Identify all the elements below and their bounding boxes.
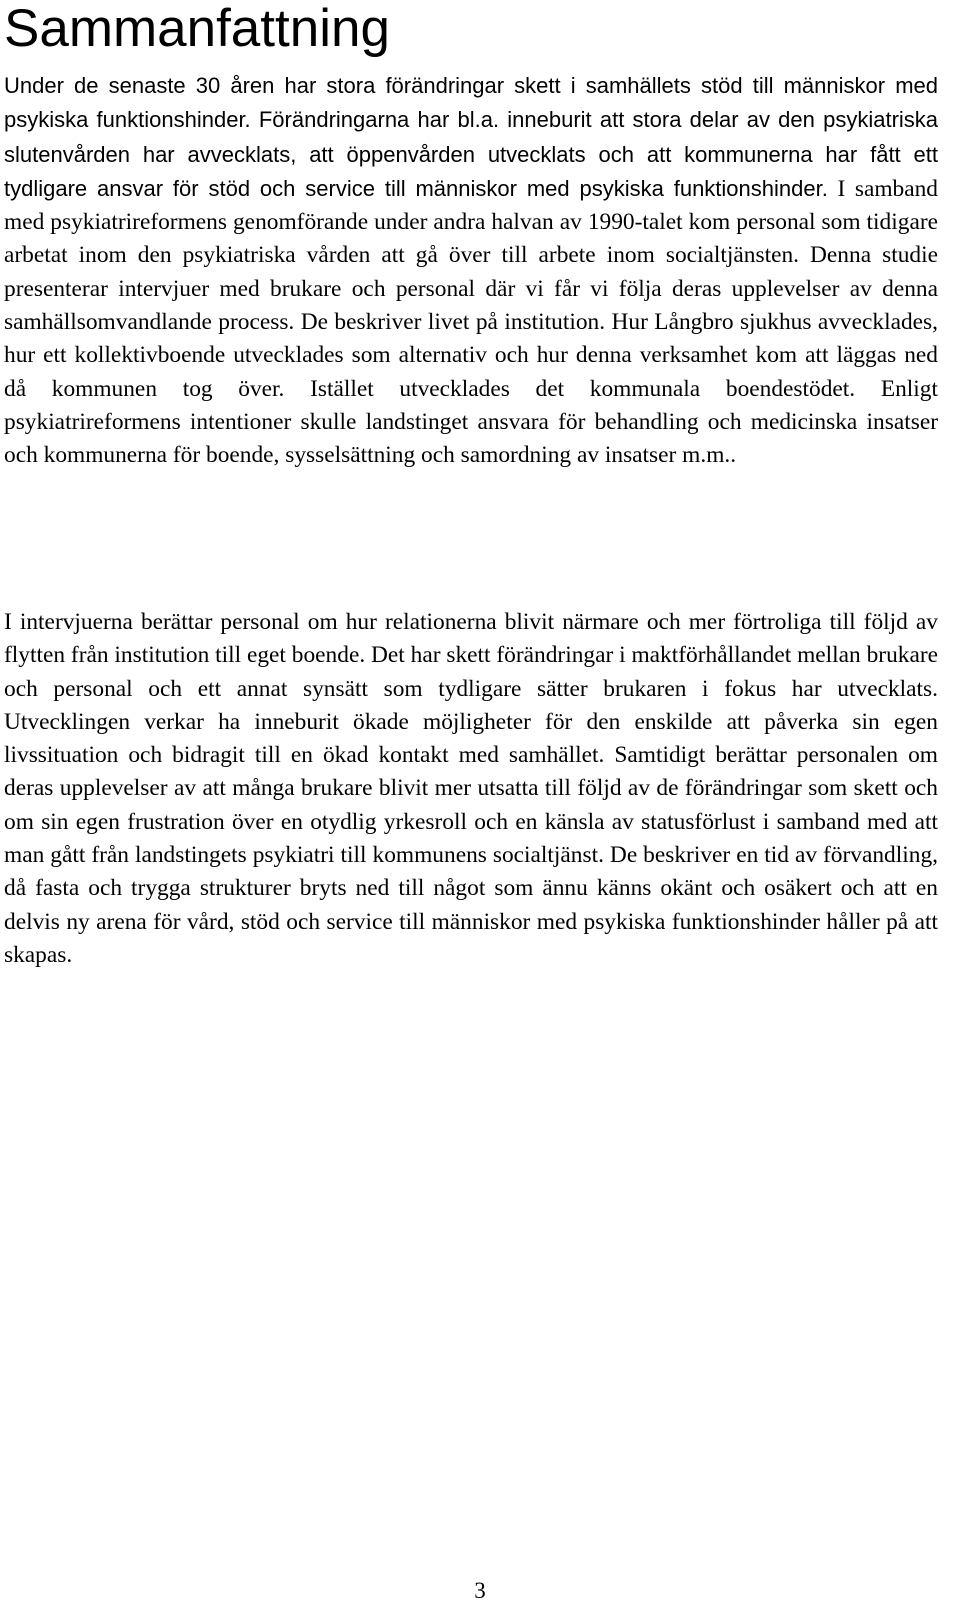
summary-paragraph-1-sans-part-2: inneburit att stora delar av den psykiatriska slutenvården har avvecklats, att öppenvården utvecklats och att kommunerna har fått ett tydligare ansvar för stöd och service till människor med psykiska funktionshinder. — [4, 107, 939, 201]
page-number: 3 — [474, 1578, 486, 1603]
document-page — [4, 0, 939, 968]
summary-paragraph-1 — [4, 69, 938, 473]
page-title: Sammanfattning — [4, 0, 390, 58]
summary-paragraph-2: I intervjuerna berättar personal om hur relationerna blivit närmare och mer förtroliga till följd av flytten från institution till eget boende. Det har skett förändringar i maktförhållandet mellan brukare och personal och ett annat synsätt som tydligare sätter brukaren i fokus har utvecklats. Utvecklingen verkar ha inneburit ökade möjligheter för den enskilde att påverka sin egen livssituation och bidragit till en ökad kontakt med samhället. Samtidigt berättar personalen om deras upplevelser av att många brukare blivit mer utsatta till följd av de förändringar som skett och om sin egen frustration över en otydlig yrkesroll och en känsla av statusförlust i samband med att man gått från landstingets psykiatri till kommunens socialtjänst. De beskriver en tid av förvandling, då fasta och trygga strukturer bryts ned till något som ännu känns okänt och osäkert och att en delvis ny arena för vård, stöd och service till människor med psykiska funktionshinder håller på att skapas. — [4, 609, 939, 968]
summary-paragraph-1-serif-part: I samband med psykiatrireformens genomförande under andra halvan av 1990-talet kom personal som tidigare arbetat inom den psykiatriska vården att gå över till arbete inom socialtjänsten. Denna studie presenterar intervjuer med brukare och personal där vi får vi följa deras upplevelser av denna samhällsomvandlande process. De beskriver livet på institution. Hur Långbro sjukhus avvecklades, hur ett kollektivboende utvecklades som alternativ och hur denna verksamhet kom att läggas ned då kommunen tog över. Istället utvecklades det kommunala boendestödet. Enligt psykiatrireformens intentioner skulle landstinget ansvara för behandling och medicinska insatser och kommunerna för boende, sysselsättning och samordning av insatser m.m.. — [4, 175, 938, 469]
summary-paragraph-1-sans-part: Under de senaste 30 åren har stora förändringar skett i samhällets stöd till människor med psykiska funktionshinder. Förändringarna har bl.a. — [4, 73, 938, 133]
